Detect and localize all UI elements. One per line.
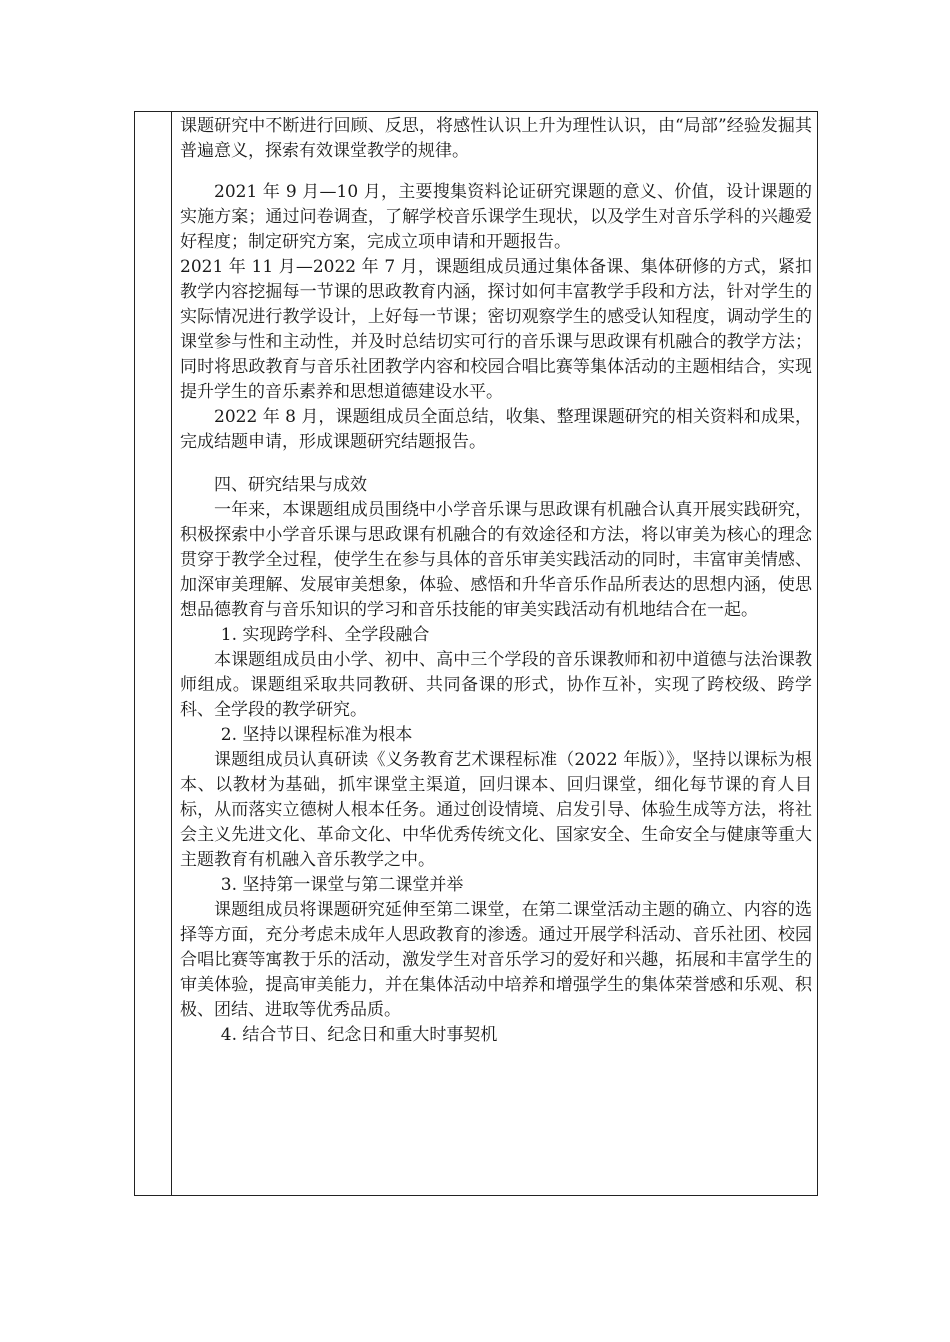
paragraph-intro: 课题研究中不断进行回顾、反思，将感性认识上升为理性认识，由“局部”经验发掘其普遍意义，探索有效课堂教学的规律。 — [180, 116, 812, 161]
subheading-2: 2. 坚持以课程标准为根本 — [220, 725, 413, 745]
table-column-divider — [171, 111, 172, 1196]
paragraph-timeline-2: 2021 年 11 月—2022 年 7 月，课题组成员通过集体备课、集体研修的方式，紧扣教学内容挖掘每一节课的思政教育内涵，探讨如何丰富教学手段和方法，针对学生的实际情况进行教学设计，上好每一节课；密切观察学生的感受认知程度，调动学生的课堂参与性和主动性，并及时总结切实可行的音乐课与思政课有机融合的教学方法；同时将思政教育与音乐社团教学内容和校园合唱比赛等集体活动的主题相结合，实现提升学生的音乐素养和思想道德建设水平。 — [180, 257, 812, 402]
subheading-1: 1. 实现跨学科、全学段融合 — [220, 625, 430, 645]
paragraph-timeline-3: 2022 年 8 月，课题组成员全面总结，收集、整理课题研究的相关资料和成果，完成结题申请，形成课题研究结题报告。 — [180, 407, 812, 452]
paragraph-point-2: 课题组成员认真研读《义务教育艺术课程标准（2022 年版）》，坚持以课标为根本、以教材为基础，抓牢课堂主渠道，回归课本、回归课堂，细化每节课的育人目标，从而落实立德树人根本任务。通过创设情境、启发引导、体验生成等方法，将社会主义先进文化、革命文化、中华优秀传统文化、国家安全、生命安全与健康等重大主题教育有机融入音乐教学之中。 — [180, 750, 812, 870]
paragraph-point-1: 本课题组成员由小学、初中、高中三个学段的音乐课教师和初中道德与法治课教师组成。课题组采取共同教研、共同备课的形式，协作互补，实现了跨校级、跨学科、全学段的教学研究。 — [180, 650, 812, 720]
subheading-3: 3. 坚持第一课堂与第二课堂并举 — [220, 875, 464, 895]
paragraph-results-summary: 一年来，本课题组成员围绕中小学音乐课与思政课有机融合认真开展实践研究，积极探索中小学音乐课与思政课有机融合的有效途径和方法，将以审美为核心的理念贯穿于教学全过程，使学生在参与具体的音乐审美实践活动的同时，丰富审美情感、加深审美理解、发展审美想象，体验、感悟和升华音乐作品所表达的思想内涵，使思想品德教育与音乐知识的学习和音乐技能的审美实践活动有机地结合在一起。 — [180, 500, 812, 620]
paragraph-timeline-1: 2021 年 9 月—10 月，主要搜集资料论证研究课题的意义、价值，设计课题的实施方案；通过问卷调查，了解学校音乐课学生现状，以及学生对音乐学科的兴趣爱好程度；制定研究方案，完成立项申请和开题报告。 — [180, 182, 812, 252]
document-body — [180, 114, 812, 1048]
subheading-4: 4. 结合节日、纪念日和重大时事契机 — [220, 1025, 498, 1045]
section-heading-results: 四、研究结果与成效 — [214, 475, 367, 495]
paragraph-point-3: 课题组成员将课题研究延伸至第二课堂，在第二课堂活动主题的确立、内容的选择等方面，充分考虑未成年人思政教育的渗透。通过开展学科活动、音乐社团、校园合唱比赛等寓教于乐的活动，激发学生对音乐学习的爱好和兴趣，拓展和丰富学生的审美体验，提高审美能力，并在集体活动中培养和增强学生的集体荣誉感和乐观、积极、团结、进取等优秀品质。 — [180, 900, 812, 1020]
